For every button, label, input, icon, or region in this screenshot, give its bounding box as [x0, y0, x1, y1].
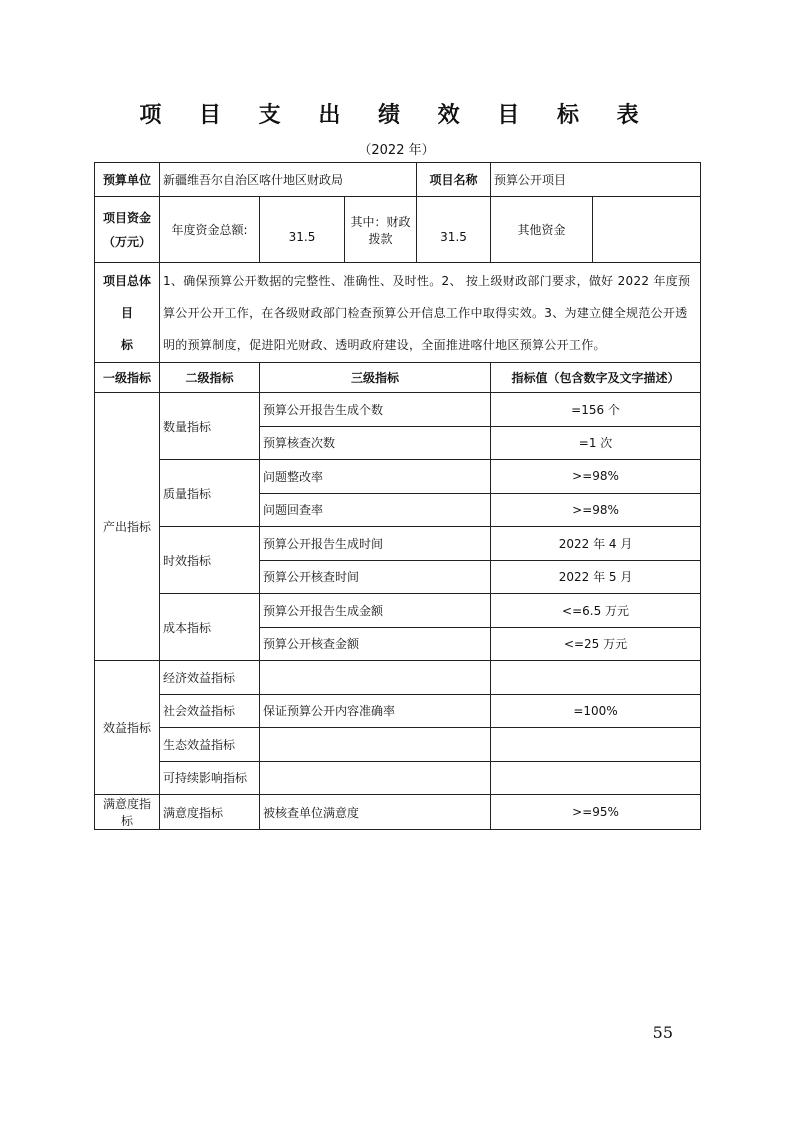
goal-label-line1: 项目总体目: [102, 273, 151, 320]
indicator-row: [95, 527, 701, 561]
indicator-value: <=25 万元: [491, 627, 701, 661]
project-name-label: 项目名称: [417, 163, 491, 197]
indicator-value: 2022 年 4 月: [491, 527, 701, 561]
annual-total-value: 31.5: [260, 197, 345, 263]
col-header-level1: 一级指标: [95, 363, 160, 393]
level2-indicator: 生态效益指标: [160, 728, 260, 762]
col-header-level2: 二级指标: [160, 363, 260, 393]
finance-allocation-value: 31.5: [417, 197, 491, 263]
page-title: 项 目 支 出 绩 效 目 标 表: [139, 103, 654, 128]
level3-indicator: [260, 661, 491, 695]
col-header-value: 指标值（包含数字及文字描述）: [491, 363, 701, 393]
level2-indicator: 经济效益指标: [160, 661, 260, 695]
level3-indicator: 预算公开核查时间: [260, 560, 491, 594]
unit-value: 新疆维吾尔自治区喀什地区财政局: [160, 163, 417, 197]
goal-label: [95, 263, 160, 363]
level3-indicator: 问题整改率: [260, 460, 491, 494]
funds-label-line1: 项目资金: [102, 210, 151, 225]
indicator-row: [95, 460, 701, 494]
level3-indicator: 预算公开核查金额: [260, 627, 491, 661]
unit-label: 预算单位: [95, 163, 160, 197]
year-label: （2022 年）: [358, 143, 435, 158]
level3-indicator: [260, 761, 491, 795]
level1-indicator: 满意度指标: [95, 795, 160, 830]
indicator-value: >=98%: [491, 493, 701, 527]
indicator-value: 2022 年 5 月: [491, 560, 701, 594]
annual-total-label: 年度资金总额:: [160, 197, 260, 263]
indicator-row: [95, 795, 701, 830]
level2-indicator: 成本指标: [160, 594, 260, 661]
goal-text: 1、确保预算公开数据的完整性、准确性、及时性。2、 按上级财政部门要求，做好 2022 年度预算公开公开工作，在各级财政部门检查预算公开信息工作中取得实效。3、为建立健全规范公开透明的预算制度，促进阳光财政、透明政府建设，全面推进喀什地区预算公开工作。: [160, 263, 701, 363]
level1-indicator: 产出指标: [95, 393, 160, 661]
level2-indicator: 社会效益指标: [160, 694, 260, 728]
goal-label-line2: 标: [120, 337, 133, 352]
indicator-value: =100%: [491, 694, 701, 728]
indicator-value: >=98%: [491, 460, 701, 494]
other-funds-value: [593, 197, 701, 263]
indicator-row: [95, 594, 701, 628]
indicator-row: [95, 728, 701, 762]
funds-label: [95, 197, 160, 263]
indicator-value: >=95%: [491, 795, 701, 830]
indicator-row: [95, 694, 701, 728]
level3-indicator: 预算核查次数: [260, 426, 491, 460]
level3-indicator: 预算公开报告生成个数: [260, 393, 491, 427]
other-funds-label: 其他资金: [491, 197, 593, 263]
indicator-value: [491, 761, 701, 795]
level3-indicator: 被核查单位满意度: [260, 795, 491, 830]
finance-allocation-label: 其中：财政拨款: [345, 197, 417, 263]
performance-table: [94, 162, 701, 830]
level2-indicator: 时效指标: [160, 527, 260, 594]
col-header-level3: 三级指标: [260, 363, 491, 393]
indicator-value: <=6.5 万元: [491, 594, 701, 628]
unit-row: [95, 163, 701, 197]
level3-indicator: 保证预算公开内容准确率: [260, 694, 491, 728]
level3-indicator: [260, 728, 491, 762]
level3-indicator: 问题回查率: [260, 493, 491, 527]
level2-indicator: 数量指标: [160, 393, 260, 460]
level2-indicator: 质量指标: [160, 460, 260, 527]
column-header-row: [95, 363, 701, 393]
level3-indicator: 预算公开报告生成金额: [260, 594, 491, 628]
level2-indicator: 可持续影响指标: [160, 761, 260, 795]
level3-indicator: 预算公开报告生成时间: [260, 527, 491, 561]
funds-label-line2: （万元）: [102, 234, 151, 249]
goal-row: [95, 263, 701, 363]
indicator-value: [491, 661, 701, 695]
indicator-row: [95, 661, 701, 695]
funds-row: [95, 197, 701, 263]
project-name-value: 预算公开项目: [491, 163, 701, 197]
level2-indicator: 满意度指标: [160, 795, 260, 830]
indicator-value: =1 次: [491, 426, 701, 460]
level1-indicator: 效益指标: [95, 661, 160, 795]
indicator-value: [491, 728, 701, 762]
indicator-value: =156 个: [491, 393, 701, 427]
indicator-row: [95, 761, 701, 795]
page-number: 55: [652, 1023, 673, 1042]
indicator-row: [95, 393, 701, 427]
